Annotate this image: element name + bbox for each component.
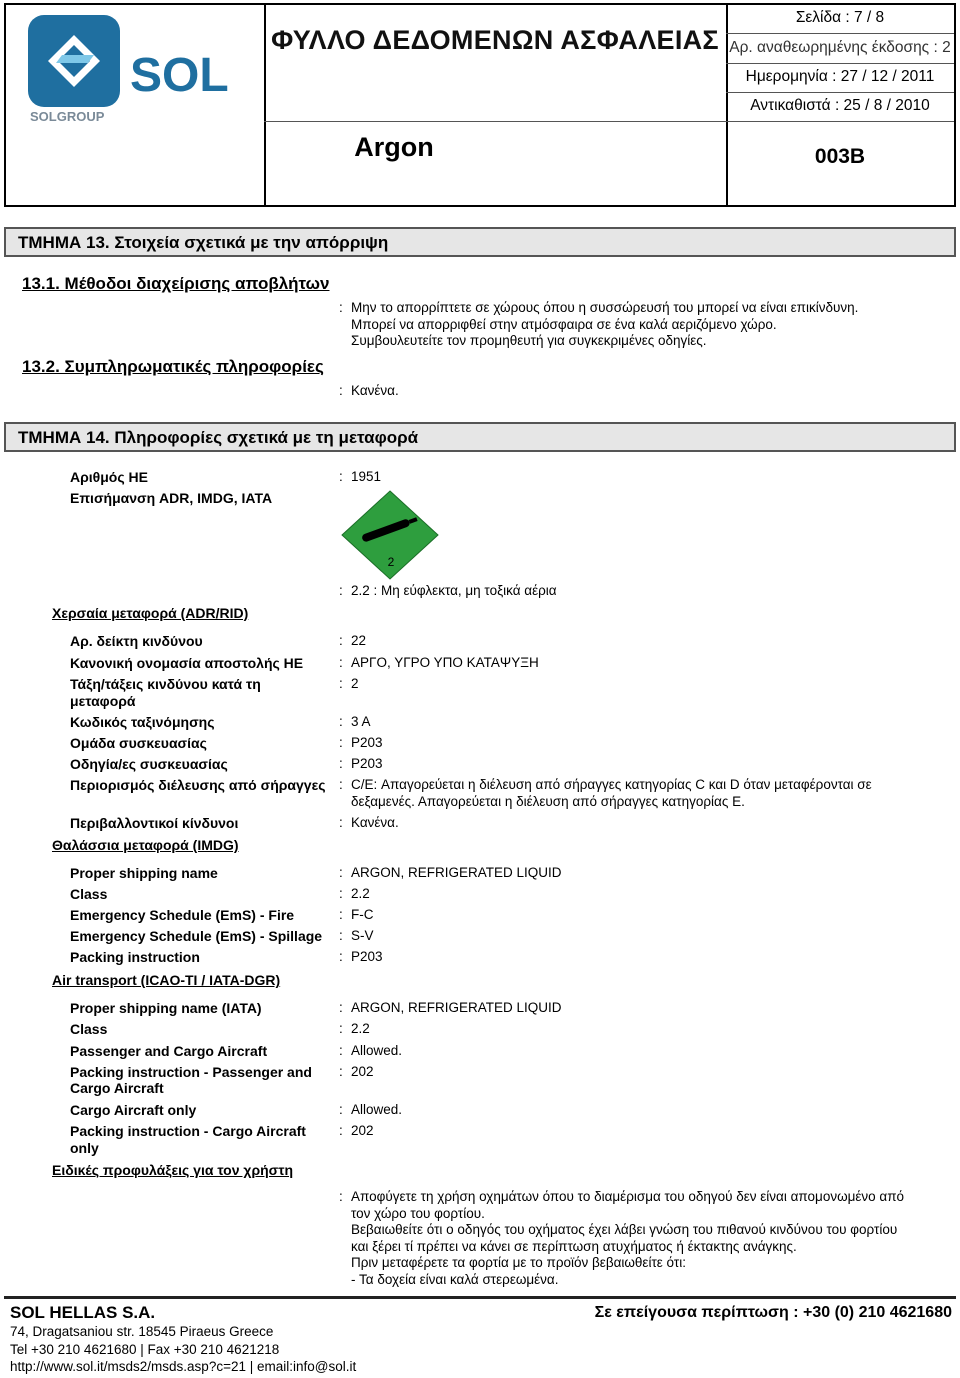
revision-number: Αρ. αναθεωρημένης έκδοσης : 2 [729, 39, 951, 56]
colon: : [339, 907, 343, 922]
imdg-class-value: 2.2 [351, 886, 370, 901]
tunnel-restriction-value [351, 777, 921, 810]
issue-date: Ημερομηνία : 27 / 12 / 2011 [745, 68, 935, 85]
colon: : [339, 815, 343, 830]
disposal-line: Συμβουλευτείτε τον προμηθευτή για συγκεκριμένες οδηγίες. [351, 333, 707, 348]
section-13-title: ΤΜΗΜΑ 13. Στοιχεία σχετικά με την απόρριψη [18, 233, 389, 252]
colon: : [339, 777, 343, 792]
supersedes-date: Αντικαθιστά : 25 / 8 / 2010 [750, 97, 930, 114]
cargo-only-value: Allowed. [351, 1102, 403, 1117]
section-14-title: ΤΜΗΜΑ 14. Πληροφορίες σχετικά με τη μεταφορά [18, 428, 419, 447]
precaution-line: Πριν μεταφέρετε τα φορτία με το προϊόν βεβαιωθείτε ότι: [351, 1255, 686, 1270]
colon: : [339, 865, 343, 880]
page-number: Σελίδα : 7 / 8 [795, 9, 885, 26]
colon: : [339, 1000, 343, 1015]
pictogram-class-number: 2 [387, 555, 395, 569]
colon: : [339, 1021, 343, 1036]
sol-logo-text: SOL [130, 49, 229, 102]
hazard-number-label: Αρ. δείκτη κινδύνου [70, 633, 203, 649]
colon: : [339, 469, 343, 484]
hazard-class-label: Τάξη/τάξεις κινδύνου κατά τη [70, 676, 261, 692]
packing-instruction-value: P203 [351, 756, 383, 771]
hazard-class-value: 2 [351, 676, 359, 691]
environmental-hazards-label: Περιβαλλοντικοί κίνδυνοι [70, 815, 239, 831]
iata-class-label: Class [70, 1021, 108, 1037]
imdg-packing-instruction-label: Packing instruction [70, 949, 200, 965]
footer-phone: Tel +30 210 4621680 | Fax +30 210 4621218 [10, 1342, 280, 1357]
sol-logo [18, 11, 268, 141]
precautions-text [351, 1189, 951, 1288]
un-number-label: Αριθμός ΗΕ [70, 469, 148, 485]
gas-cylinder-pictogram-icon [341, 490, 439, 580]
disposal-line: Μην το απορρίπτετε σε χώρους όπου η συσσώρευσή του μπορεί να είναι επικίνδυνη. [351, 300, 859, 315]
precaution-line: Αποφύγετε τη χρήση οχημάτων όπου το διαμέρισμα του οδηγού δεν είναι απομονωμένο από [351, 1189, 905, 1204]
colon: : [339, 928, 343, 943]
subsection-13-1: 13.1. Μέθοδοι διαχείρισης αποβλήτων [22, 274, 330, 293]
footer-web[interactable]: http://www.sol.it/msds2/msds.asp?c=21 | email:info@sol.it [10, 1359, 357, 1374]
document-title: ΦΥΛΛΟ ΔΕΔΟΜΕΝΩΝ ΑΣΦΑΛΕΙΑΣ [271, 25, 719, 55]
document-header [4, 3, 956, 207]
title-cell [264, 5, 728, 205]
imdg-packing-instruction-value: P203 [351, 949, 383, 964]
cargo-packing-label: Packing instruction - Cargo Aircraft [70, 1123, 306, 1139]
section-13-header [4, 227, 956, 257]
adr-heading: Χερσαία μεταφορά (ADR/RID) [52, 605, 249, 621]
imdg-shipping-name-label: Proper shipping name [70, 865, 218, 881]
colon: : [339, 300, 343, 315]
packing-instruction-label: Οδηγία/ες συσκευασίας [70, 756, 228, 772]
imdg-shipping-name-value: ARGON, REFRIGERATED LIQUID [351, 865, 562, 880]
colon: : [339, 735, 343, 750]
ems-fire-label: Emergency Schedule (EmS) - Fire [70, 907, 295, 923]
colon: : [339, 886, 343, 901]
iata-shipping-name-value: ARGON, REFRIGERATED LIQUID [351, 1000, 562, 1015]
colon: : [339, 949, 343, 964]
colon: : [339, 1102, 343, 1117]
footer-company: SOL HELLAS S.A. [10, 1303, 156, 1322]
ems-fire-value: F-C [351, 907, 374, 922]
tunnel-line: δεξαμενές. Απαγορεύεται η διέλευση από σήραγγες κατηγορίας E. [351, 793, 745, 809]
imdg-heading: Θαλάσσια μεταφορά (IMDG) [52, 837, 239, 853]
subsection-13-2: 13.2. Συμπληρωματικές πληροφορίες [22, 357, 324, 376]
passenger-packing-value: 202 [351, 1064, 374, 1079]
colon: : [339, 383, 343, 398]
disposal-methods [351, 300, 858, 350]
colon: : [339, 1064, 343, 1079]
divider [726, 92, 954, 93]
imdg-class-label: Class [70, 886, 108, 902]
passenger-cargo-value: Allowed. [351, 1043, 403, 1058]
hazard-class-label-cont: μεταφορά [70, 693, 136, 709]
divider [726, 121, 954, 122]
environmental-hazards-value: Κανένα. [351, 815, 399, 830]
footer-rule [4, 1296, 956, 1299]
iata-class-value: 2.2 [351, 1021, 370, 1036]
classification-code-value: 3 A [351, 714, 371, 729]
cargo-packing-label-cont: only [70, 1140, 99, 1156]
colon: : [339, 756, 343, 771]
colon: : [339, 714, 343, 729]
document-code: 003B [814, 145, 866, 168]
colon: : [339, 1123, 343, 1138]
sol-diamond-icon [28, 15, 120, 107]
ems-spillage-label: Emergency Schedule (EmS) - Spillage [70, 928, 323, 944]
cargo-packing-value: 202 [351, 1123, 374, 1138]
precaution-line: και ξέρει τί πρέπει να κάνει σε περίπτωση ατυχήματος ή έκτακτης ανάγκης. [351, 1238, 797, 1254]
logo-cell [6, 5, 266, 205]
footer-address: 74, Dragatsaniou str. 18545 Piraeus Greece [10, 1324, 274, 1339]
passenger-packing-label: Packing instruction - Passenger and [70, 1064, 312, 1080]
hazard-number-value: 22 [351, 633, 367, 648]
colon: : [339, 676, 343, 691]
iata-shipping-name-label: Proper shipping name (IATA) [70, 1000, 262, 1016]
air-transport-heading: Air transport (ICAO-TI / IATA-DGR) [52, 972, 281, 988]
meta-cell [726, 5, 954, 205]
colon: : [339, 583, 343, 598]
tunnel-restriction-label: Περιορισμός διέλευσης από σήραγγες [70, 777, 326, 793]
divider [264, 121, 726, 122]
precaution-line: Βεβαιωθείτε ότι ο οδηγός του οχήματος έχει λάβει γνώση του πιθανού κινδύνου του φορτίου [351, 1222, 898, 1237]
divider [726, 63, 954, 64]
passenger-packing-label-cont: Cargo Aircraft [70, 1080, 164, 1096]
footer-emergency: Σε επείγουσα περίπτωση : +30 (0) 210 4621680 [594, 1304, 952, 1321]
colon: : [339, 1189, 343, 1204]
precaution-line: τον χώρο του φορτίου. [351, 1205, 485, 1221]
packing-group-value: P203 [351, 735, 383, 750]
pictogram-description: 2.2 : Μη εύφλεκτα, μη τοξικά αέρια [351, 583, 557, 598]
adr-label: Επισήμανση ADR, IMDG, IATA [70, 490, 273, 506]
precaution-line: - Τα δοχεία είναι καλά στερεωμένα. [351, 1271, 559, 1287]
divider [726, 33, 954, 34]
shipping-name-label: Κανονική ονομασία αποστολής ΗΕ [70, 655, 304, 671]
precautions-heading: Ειδικές προφυλάξεις για τον χρήστη [52, 1162, 294, 1178]
additional-info-value: Κανένα. [351, 383, 399, 398]
solgroup-text: SOLGROUP [30, 109, 105, 124]
shipping-name-value: ΑΡΓΟ, ΥΓΡΟ ΥΠΟ ΚΑΤΑΨΥΞΗ [351, 655, 539, 670]
cargo-only-label: Cargo Aircraft only [70, 1102, 197, 1118]
packing-group-label: Ομάδα συσκευασίας [70, 735, 207, 751]
colon: : [339, 633, 343, 648]
colon: : [339, 1043, 343, 1058]
passenger-cargo-label: Passenger and Cargo Aircraft [70, 1043, 268, 1059]
section-14-header [4, 422, 956, 452]
ems-spillage-value: S-V [351, 928, 374, 943]
tunnel-line: C/E: Απαγορεύεται η διέλευση από σήραγγες κατηγορίας C και D όταν μεταφέρονται σε [351, 777, 872, 792]
un-number-value: 1951 [351, 469, 382, 484]
product-name: Argon [354, 132, 434, 162]
colon: : [339, 655, 343, 670]
classification-code-label: Κωδικός ταξινόμησης [70, 714, 215, 730]
disposal-line: Μπορεί να απορριφθεί στην ατμόσφαιρα σε ένα καλά αεριζόμενο χώρο. [351, 316, 777, 332]
